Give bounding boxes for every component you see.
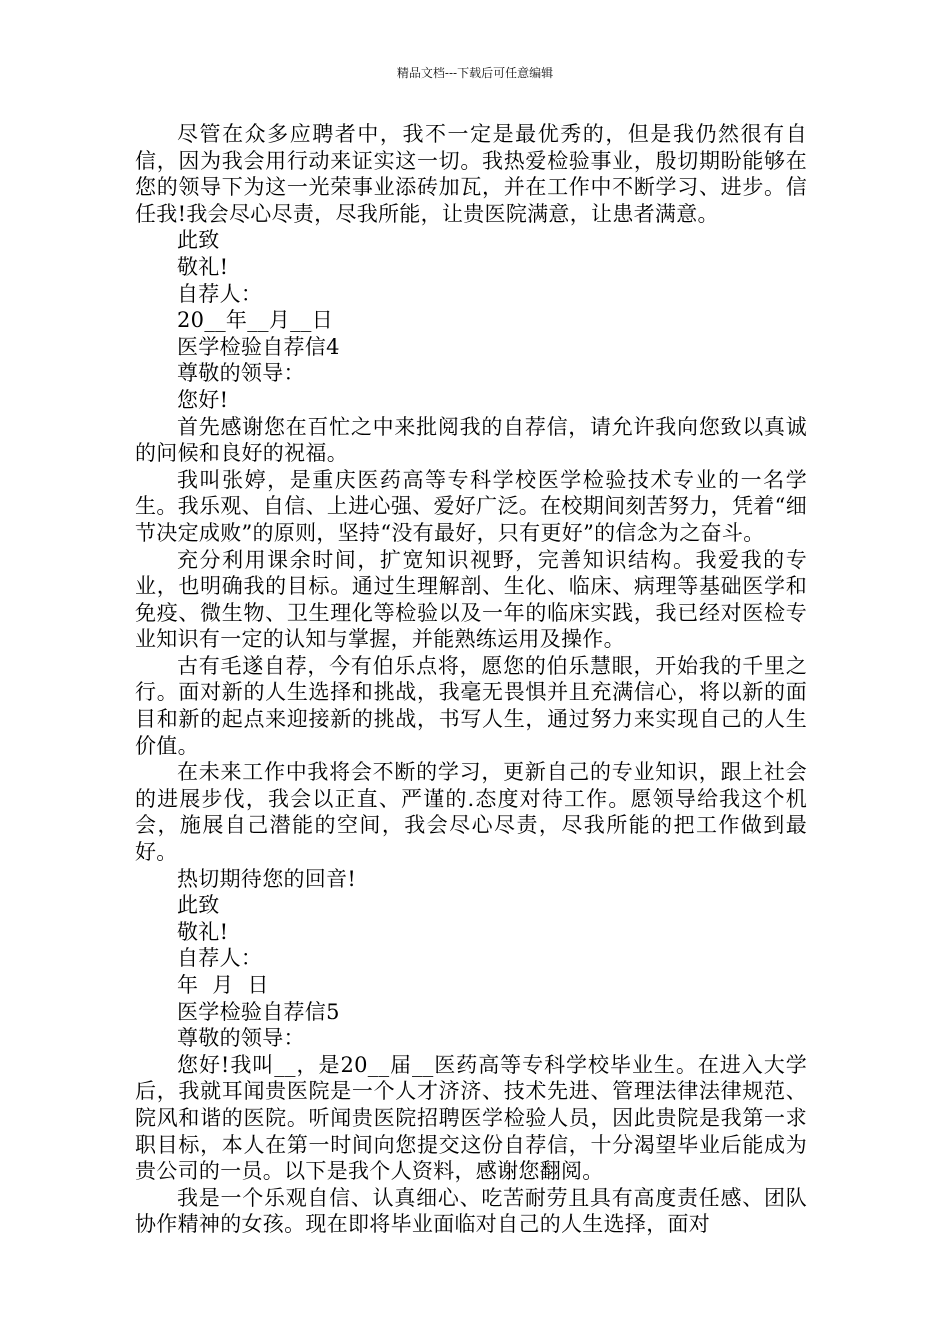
expectation-line: 热切期待您的回音! (177, 866, 357, 891)
body-paragraph: 我叫张婷，是重庆医药高等专科学校医学检验技术专业的一名学生。我乐观、自信、上进心强、爱好广泛。在校期间刻苦努力，凭着“细节决定成败”的原则，坚持“没有最好，只有更好”的信念为之奋斗。 (135, 467, 807, 545)
body-paragraph: 您好!我叫__，是20__届__医药高等专科学校毕业生。在进入大学后，我就耳闻贵医院是一个人才济济、技术先进、管理法律法律规范、院风和谐的医院。听闻贵医院招聘医学检验人员，因此贵院是我第一求职目标，本人在第一时间向您提交这份自荐信，十分渴望毕业后能成为贵公司的一员。以下是我个人资料，感谢您翻阅。 (135, 1052, 807, 1184)
hello-line: 您好! (177, 387, 229, 412)
date-line: 20__年__月__日 (177, 308, 334, 333)
body-paragraph: 我是一个乐观自信、认真细心、吃苦耐劳且具有高度责任感、团队协作精神的女孩。现在即将毕业面临对自己的人生选择，面对 (135, 1185, 807, 1237)
document-body (135, 121, 807, 1238)
salutation-line: 此致 (177, 893, 220, 918)
greeting-line: 尊敬的领导： (177, 1026, 305, 1051)
page-header: 精品文档---下载后可任意编辑 (396, 66, 554, 80)
body-paragraph: 古有毛遂自荐，今有伯乐点将，愿您的伯乐慧眼，开始我的千里之行。面对新的人生选择和挑战，我毫无畏惧并且充满信心，将以新的面目和新的起点来迎接新的挑战，书写人生，通过努力来实现自己的人生价值。 (135, 653, 807, 758)
signer-line: 自荐人： (177, 281, 263, 306)
body-paragraph: 充分利用课余时间，扩宽知识视野，完善知识结构。我爱我的专业，也明确我的目标。通过生理解剖、生化、临床、病理等基础医学和免疫、微生物、卫生理化等检验以及一年的临床实践，我已经对医检专业知识有一定的认知与掌握，并能熟练运用及操作。 (135, 547, 807, 652)
closing-paragraph: 尽管在众多应聘者中，我不一定是最优秀的，但是我仍然很有自信，因为我会用行动来证实这一切。我热爱检验事业，殷切期盼能够在您的领导下为这一光荣事业添砖加瓦，并在工作中不断学习、进步。信任我!我会尽心尽责，尽我所能，让贵医院满意，让患者满意。 (135, 122, 807, 226)
letter-title: 医学检验自荐信4 (177, 334, 340, 359)
salutation-line: 敬礼! (177, 254, 229, 279)
greeting-line: 尊敬的领导： (177, 361, 305, 386)
salutation-line: 此致 (177, 228, 220, 253)
date-line: 年 月 日 (177, 973, 269, 997)
body-paragraph: 在未来工作中我将会不断的学习，更新自己的专业知识，跟上社会的进展步伐，我会以正直、严谨的.态度对待工作。愿领导给我这个机会，施展自己潜能的空间，我会尽心尽责，尽我所能的把工作做到最好。 (135, 760, 807, 865)
signer-line: 自荐人： (177, 946, 263, 971)
letter-title: 医学检验自荐信5 (177, 999, 340, 1024)
salutation-line: 敬礼! (177, 919, 229, 944)
body-paragraph: 首先感谢您在百忙之中来批阅我的自荐信，请允许我向您致以真诚的问候和良好的祝福。 (135, 414, 807, 466)
